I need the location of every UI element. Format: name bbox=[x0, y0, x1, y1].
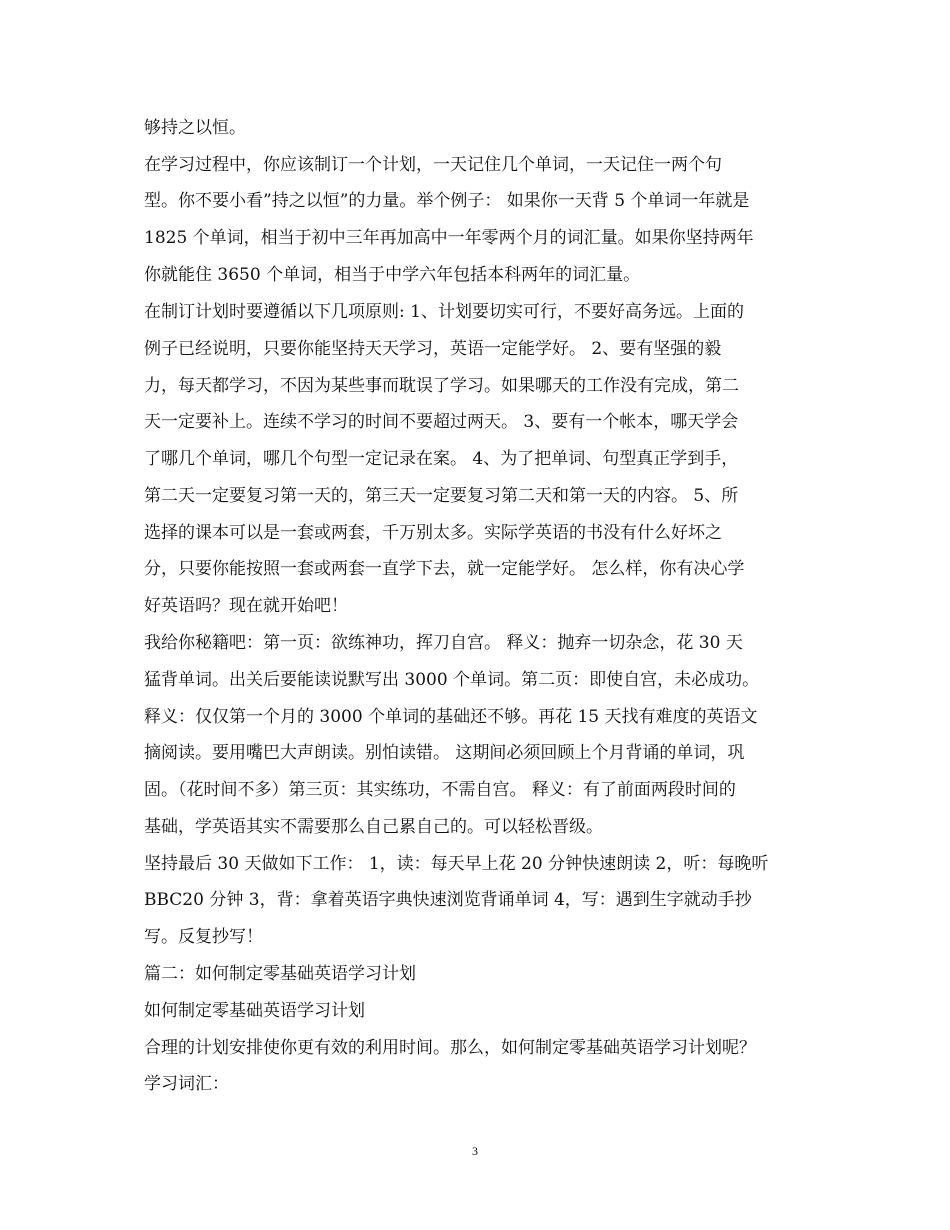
text-line: 猛背单词。出关后要能读说默写出 3000 个单词。第二页：即使自宫，未必成功。 bbox=[144, 670, 760, 690]
text-line: 学习词汇： bbox=[144, 1074, 229, 1094]
page-number: 3 bbox=[472, 1144, 478, 1158]
text-line: 型。你不要小看”持之以恒”的力量。举个例子： 如果你一天背 5 个单词一年就是 bbox=[144, 191, 750, 211]
text-line: BBC20 分钟 3，背：拿着英语字典快速浏览背诵单词 4，写：遇到生字就动手抄 bbox=[144, 890, 752, 910]
section-heading: 篇二：如何制定零基础英语学习计划 bbox=[144, 964, 416, 984]
text-line: 天一定要补上。连续不学习的时间不要超过两天。 3、要有一个帐本，哪天学会 bbox=[144, 412, 739, 432]
text-line: 在学习过程中，你应该制订一个计划，一天记住几个单词，一天记住一两个句 bbox=[144, 155, 722, 175]
text-line: 你就能住 3650 个单词，相当于中学六年包括本科两年的词汇量。 bbox=[144, 265, 641, 285]
text-line: 了哪几个单词，哪几个句型一定记录在案。 4、为了把单词、句型真正学到手， bbox=[144, 449, 739, 469]
text-line: 合理的计划安排使你更有效的利用时间。那么，如何制定零基础英语学习计划呢？ bbox=[144, 1038, 756, 1058]
text-line: 释义：仅仅第一个月的 3000 个单词的基础还不够。再花 15 天找有难度的英语文 bbox=[144, 707, 758, 727]
text-line: 够持之以恒。 bbox=[144, 118, 246, 138]
text-line: 好英语吗？现在就开始吧！ bbox=[144, 596, 348, 616]
text-line: 1825 个单词，相当于初中三年再加高中一年零两个月的词汇量。如果你坚持两年 bbox=[144, 228, 754, 248]
text-line: 选择的课本可以是一套或两套，千万别太多。实际学英语的书没有什么好坏之 bbox=[144, 523, 722, 543]
text-line: 我给你秘籍吧：第一页：欲练神功，挥刀自宫。 释义：抛弃一切杂念，花 30 天 bbox=[144, 633, 743, 653]
text-line: 例子已经说明，只要你能坚持天天学习，英语一定能学好。 2、要有坚强的毅 bbox=[144, 339, 722, 359]
text-line: 基础，学英语其实不需要那么自己累自己的。可以轻松晋级。 bbox=[144, 817, 603, 837]
text-line: 写。反复抄写！ bbox=[144, 927, 263, 947]
text-line: 第二天一定要复习第一天的，第三天一定要复习第二天和第一天的内容。 5、所 bbox=[144, 486, 739, 506]
text-line: 摘阅读。要用嘴巴大声朗读。别怕读错。 这期间必须回顾上个月背诵的单词，巩 bbox=[144, 743, 745, 763]
text-line: 在制订计划时要遵循以下几项原则: 1、计划要切实可行，不要好高务远。上面的 bbox=[144, 302, 744, 322]
text-line: 坚持最后 30 天做如下工作： 1，读：每天早上花 20 分钟快速朗读 2，听：每晚听 bbox=[144, 854, 769, 874]
text-line: 力，每天都学习，不因为某些事而耽误了学习。如果哪天的工作没有完成，第二 bbox=[144, 376, 739, 396]
text-line: 固。（花时间不多）第三页：其实练功，不需自宫。 释义：有了前面两段时间的 bbox=[144, 780, 736, 800]
article-title: 如何制定零基础英语学习计划 bbox=[144, 1001, 365, 1021]
text-line: 分，只要你能按照一套或两套一直学下去，就一定能学好。 怎么样，你有决心学 bbox=[144, 559, 745, 579]
